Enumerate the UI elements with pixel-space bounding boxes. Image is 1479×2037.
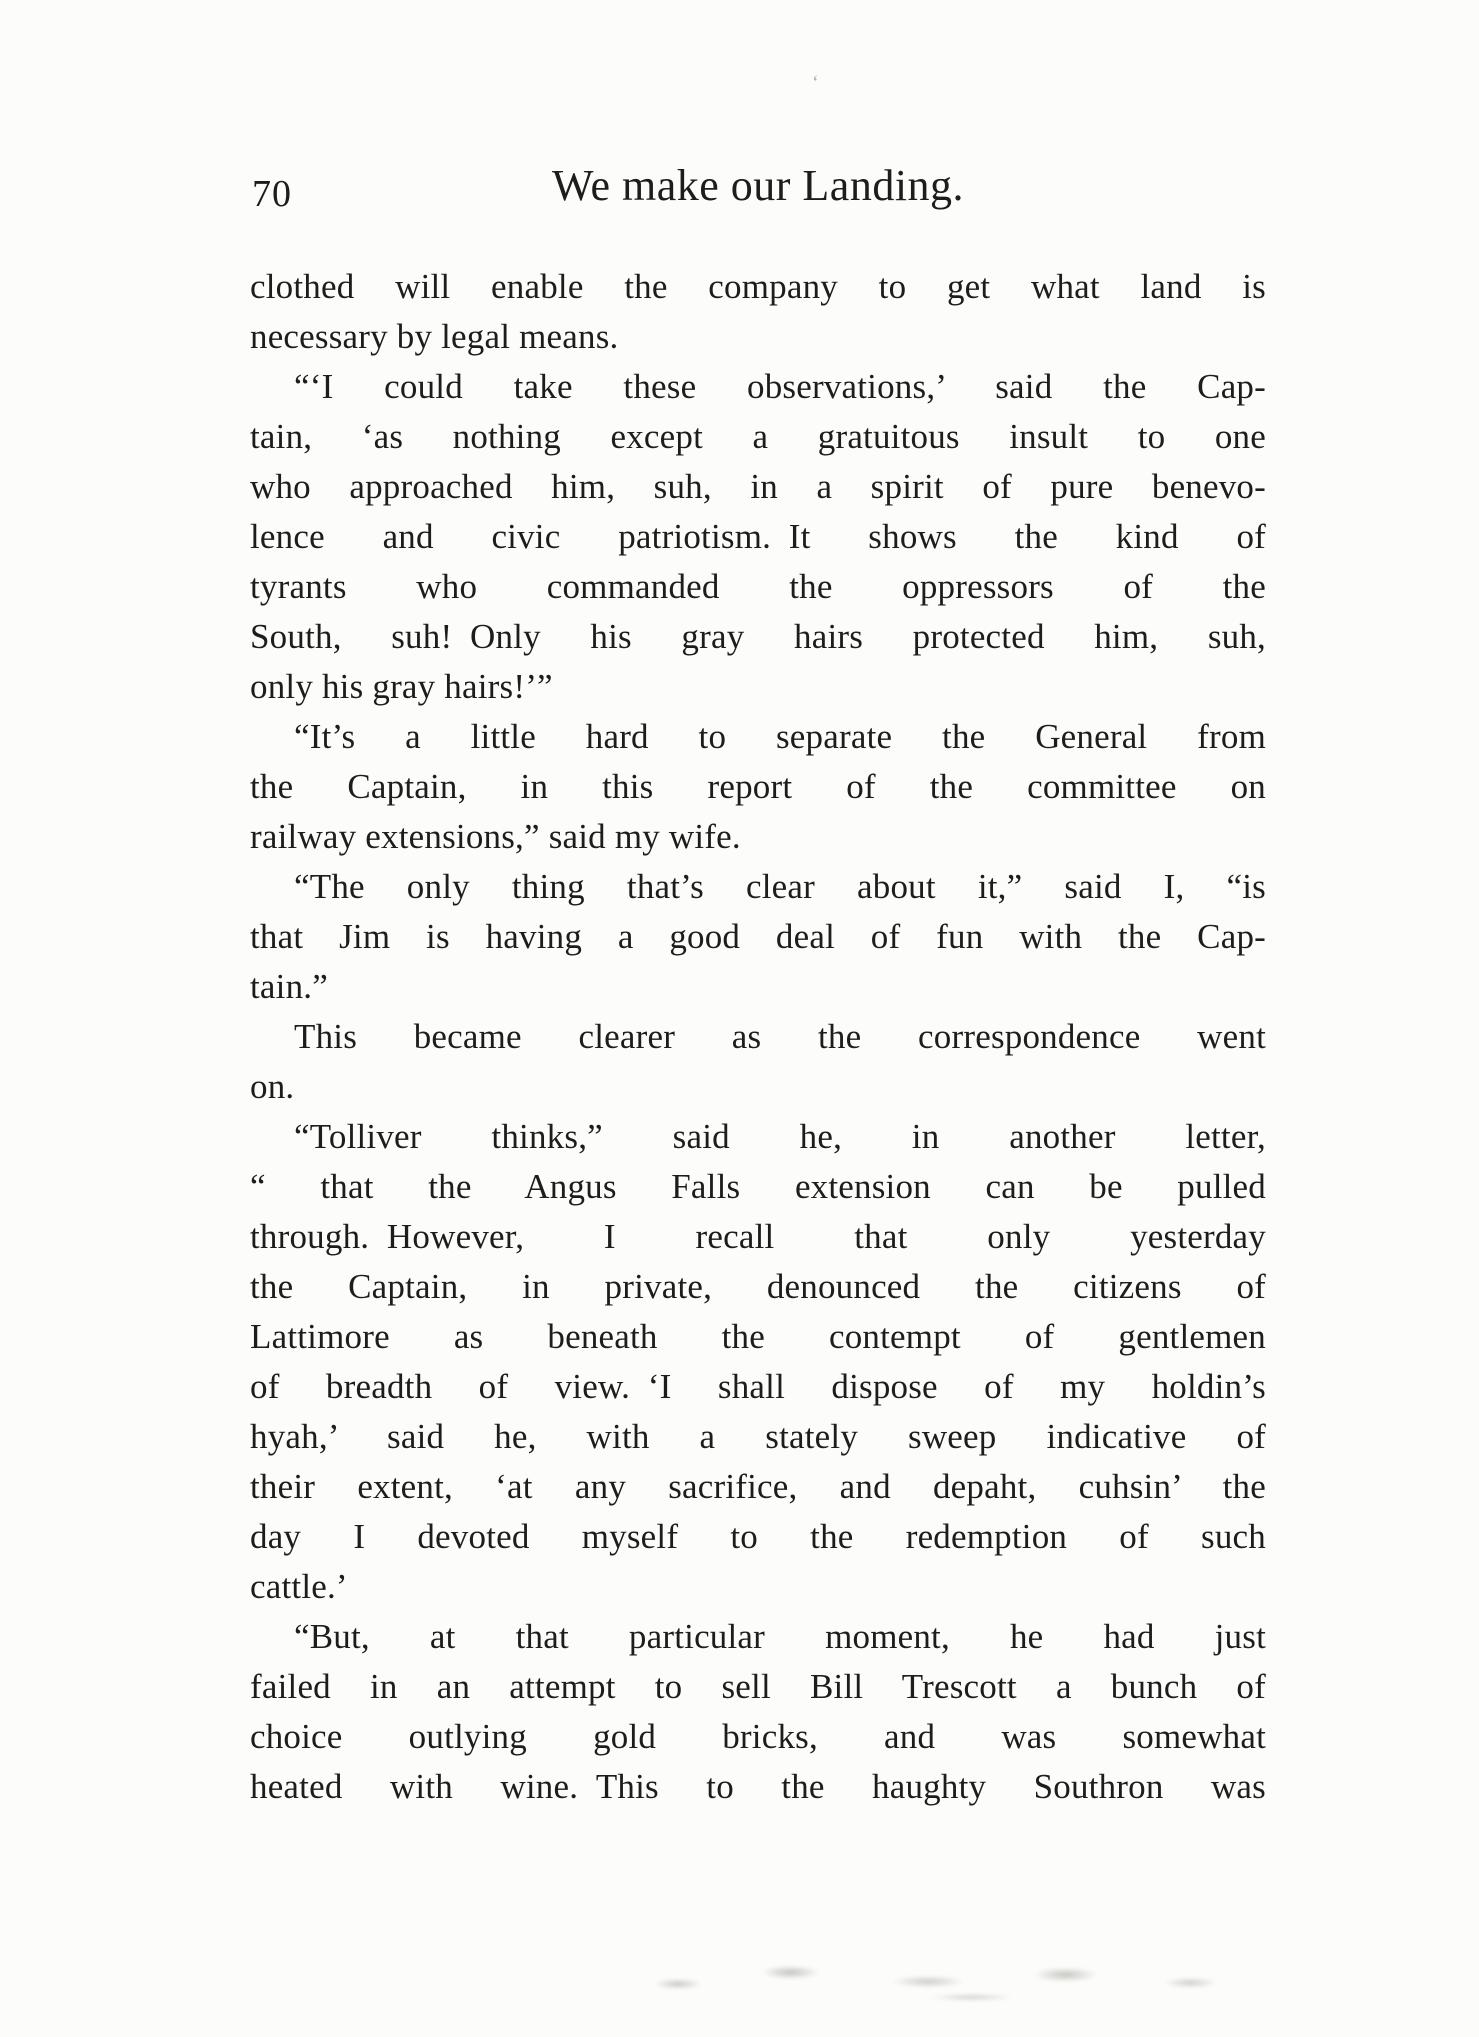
page-body <box>250 262 1266 1812</box>
scan-speck-artifact: ‘ <box>812 72 819 94</box>
text-line: the Captain, in private, denounced the citizens of <box>250 1267 1266 1306</box>
text-line: clothed will enable the company to get what land is <box>250 267 1266 306</box>
text-line: on. <box>250 1067 295 1106</box>
text-line: of breadth of view. ‘I shall dispose of my holdin’s <box>250 1367 1266 1406</box>
text-line: their extent, ‘at any sacrifice, and depaht, cuhsin’ the <box>250 1467 1266 1506</box>
page-title: We make our Landing. <box>551 161 965 210</box>
text-line: “Tolliver thinks,” said he, in another letter, <box>294 1117 1266 1156</box>
text-line: tain, ‘as nothing except a gratuitous insult to one <box>250 417 1266 456</box>
text-line: necessary by legal means. <box>250 317 619 356</box>
text-line: “The only thing that’s clear about it,” said I, “is <box>294 867 1266 906</box>
paragraph <box>250 862 1266 1012</box>
text-line: heated with wine. This to the haughty Southron was <box>250 1767 1266 1806</box>
text-line: tain.” <box>250 967 328 1006</box>
text-line: who approached him, suh, in a spirit of pure benevo- <box>250 467 1266 506</box>
text-line: South, suh! Only his gray hairs protected him, suh, <box>250 617 1266 656</box>
text-line: day I devoted myself to the redemption of such <box>250 1517 1266 1556</box>
text-line: hyah,’ said he, with a stately sweep indicative of <box>250 1417 1266 1456</box>
text-line: through. However, I recall that only yesterday <box>250 1217 1266 1256</box>
text-line: the Captain, in this report of the committee on <box>250 767 1266 806</box>
paragraph <box>250 1112 1266 1612</box>
paragraph <box>250 712 1266 862</box>
text-line: “ that the Angus Falls extension can be pulled <box>250 1167 1266 1206</box>
text-line: only his gray hairs!’” <box>250 667 553 706</box>
text-line: choice outlying gold bricks, and was somewhat <box>250 1717 1266 1756</box>
text-line: This became clearer as the correspondence went <box>294 1017 1266 1056</box>
text-line: failed in an attempt to sell Bill Trescott a bunch of <box>250 1667 1266 1706</box>
paragraph <box>250 362 1266 712</box>
text-line: “It’s a little hard to separate the General from <box>294 717 1266 756</box>
text-line: Lattimore as beneath the contempt of gentlemen <box>250 1317 1266 1356</box>
paragraph <box>250 1012 1266 1112</box>
text-line: lence and civic patriotism. It shows the kind of <box>250 517 1266 556</box>
text-line: “‘I could take these observations,’ said the Cap- <box>294 367 1266 406</box>
text-column <box>250 160 1266 1812</box>
text-line: “But, at that particular moment, he had just <box>294 1617 1266 1656</box>
page-header <box>250 160 1266 222</box>
scan-smudge-artifact <box>628 1948 1253 2006</box>
paragraph <box>250 262 1266 362</box>
text-line: railway extensions,” said my wife. <box>250 817 741 856</box>
text-line: cattle.’ <box>250 1567 348 1606</box>
page-number: 70 <box>252 173 292 215</box>
text-line: that Jim is having a good deal of fun with the Cap- <box>250 917 1266 956</box>
paragraph <box>250 1612 1266 1812</box>
text-line: tyrants who commanded the oppressors of the <box>250 567 1266 606</box>
